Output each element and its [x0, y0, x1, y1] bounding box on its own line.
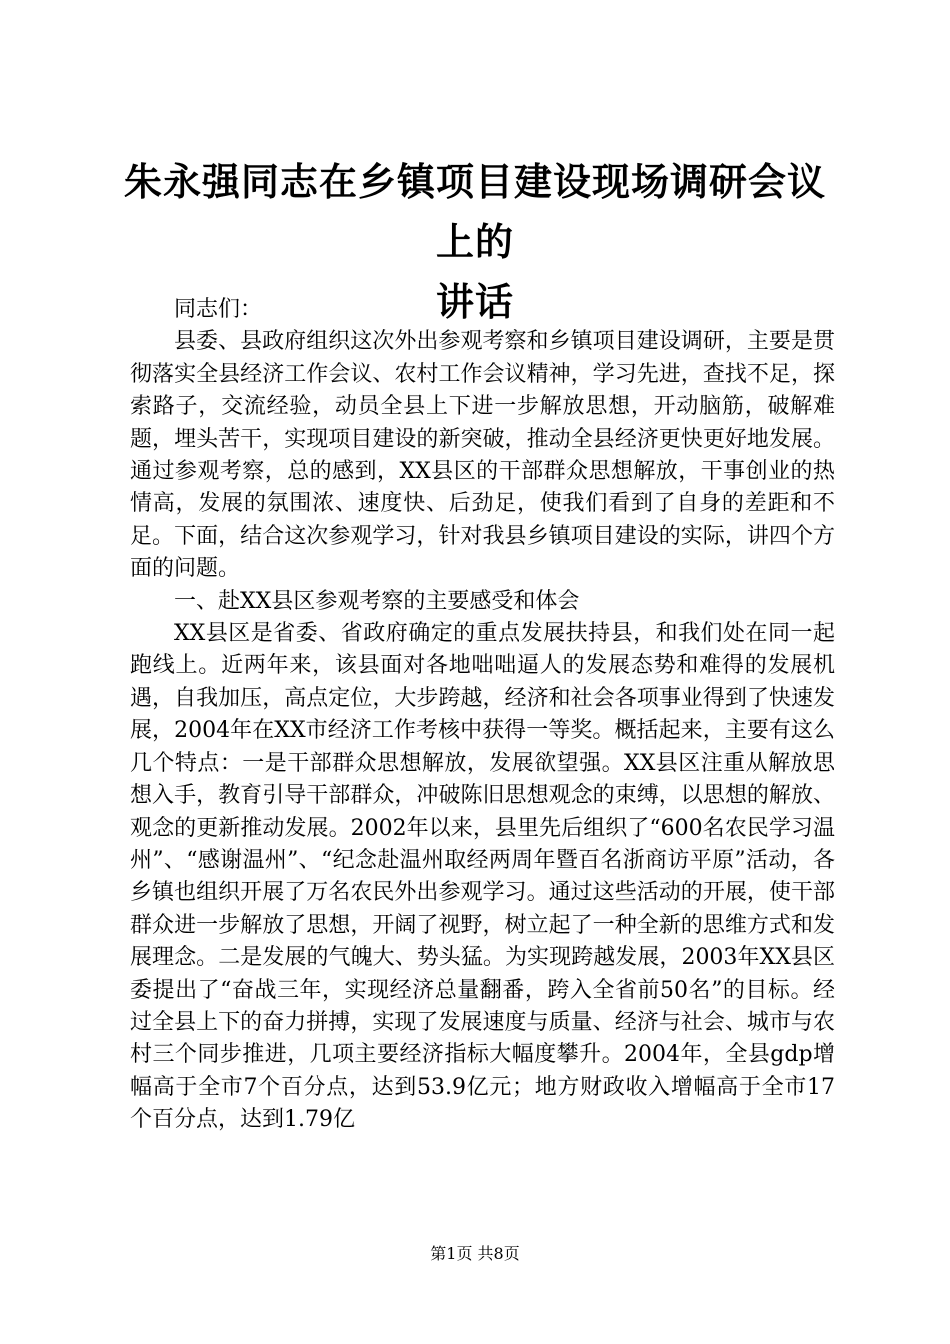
page-footer: 第1页 共8页 [430, 1244, 520, 1263]
document-body [130, 294, 835, 1137]
title-line-2: 讲话 [435, 279, 514, 324]
paragraph-section-1: XX县区是省委、省政府确定的重点发展扶持县，和我们处在同一起跑线上。近两年来，该县面对各地咄咄逼人的发展态势和难得的发展机遇，自我加压，高点定位，大步跨越，经济和社会各项事业得到了快速发展，2004年在XX市经济工作考核中获得一等奖。概括起来，主要有这么几个特点：一是干部群众思想解放，发展欲望强。XX县区注重从解放思想入手，教育引导干部群众，冲破陈旧思想观念的束缚，以思想的解放、观念的更新推动发展。2002年以来，县里先后组织了“600名农民学习温州”、“感谢温州”、“纪念赴温州取经两周年暨百名浙商访平原”活动，各乡镇也组织开展了万名农民外出参观学习。通过这些活动的开展，使干部群众进一步解放了思想，开阔了视野，树立起了一种全新的思维方式和发展理念。二是发展的气魄大、势头猛。为实现跨越发展，2003年XX县区委提出了“奋战三年，实现经济总量翻番，跨入全省前50名”的目标。经过全县上下的奋力拼搏，实现了发展速度与质量、经济与社会、城市与农村三个同步推进，几项主要经济指标大幅度攀升。2004年，全县gdp增幅高于全市7个百分点，达到53.9亿元；地方财政收入增幅高于全市17个百分点，达到1.79亿 [130, 621, 835, 1133]
section-heading-1: 一、赴XX县区参观考察的主要感受和体会 [174, 588, 580, 614]
title-line-1: 朱永强同志在乡镇项目建设现场调研会议上的 [123, 159, 826, 264]
salutation: 同志们： [174, 297, 263, 322]
paragraph-intro: 县委、县政府组织这次外出参观考察和乡镇项目建设调研，主要是贯彻落实全县经济工作会议、农村工作会议精神，学习先进，查找不足，探索路子，交流经验，动员全县上下进一步解放思想，开动脑筋，破解难题，埋头苦干，实现项目建设的新突破，推动全县经济更快更好地发展。通过参观考察，总的感到，XX县区的干部群众思想解放，干事创业的热情高，发展的氛围浓、速度快、后劲足，使我们看到了自身的差距和不足。下面，结合这次参观学习，针对我县乡镇项目建设的实际，讲四个方面的问题。 [130, 329, 835, 582]
